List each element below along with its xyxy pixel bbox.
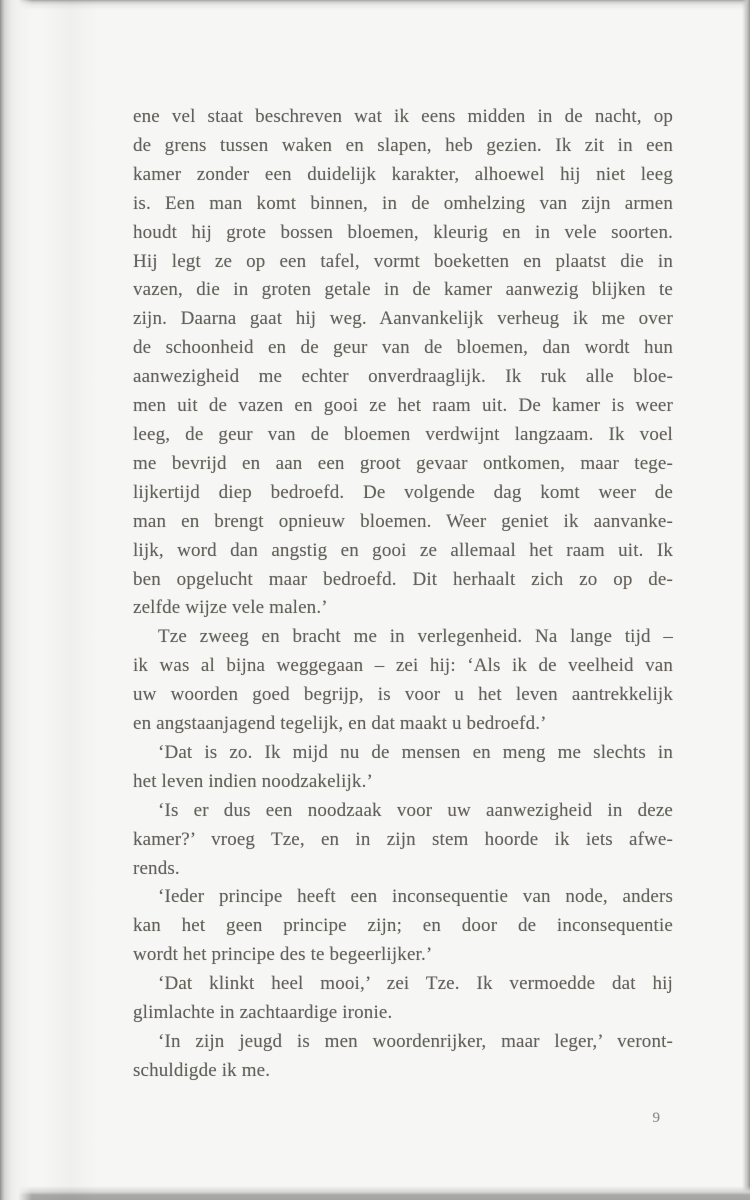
text-line: vazen, die in groten getale in de kamer aanwezig blijken te [133, 279, 673, 301]
text-line: ‘Dat klinkt heel mooi,’ zei Tze. Ik vermoedde dat hij [158, 973, 673, 995]
paragraph [133, 797, 673, 884]
page-number: 9 [652, 1110, 660, 1126]
page-bottom-edge [0, 1184, 750, 1200]
text-line: ‘In zijn jeugd is men woordenrijker, maar leger,’ veront- [158, 1031, 673, 1052]
text-line: Hij legt ze op een tafel, vormt boeketten en plaatst die in [133, 250, 673, 272]
text-line: man en brengt opnieuw bloemen. Weer geniet ik aanvanke- [133, 510, 673, 532]
text-line: de grens tussen waken en slapen, heb gezien. Ik zit in een [133, 134, 673, 156]
text-line: rends. [133, 857, 180, 879]
text-line: kan het geen principe zijn; en door de inconsequentie [133, 915, 673, 937]
text-line: wordt het principe des te begeerlijker.’ [133, 944, 433, 966]
text-line: aanwezigheid me echter onverdraaglijk. Ik ruk alle bloe- [133, 366, 673, 388]
text-line: ene vel staat beschreven wat ik eens midden in de nacht, op [133, 106, 673, 127]
text-line: het leven indien noodzakelijk.’ [133, 770, 373, 792]
paragraph [133, 1028, 673, 1086]
paragraph [133, 970, 673, 1028]
text-line: leeg, de geur van de bloemen verdwijnt langzaam. Ik voel [133, 423, 673, 445]
page-top-edge [0, 0, 750, 12]
text-block [133, 103, 673, 1086]
text-line: kamer?’ vroeg Tze, en in zijn stem hoorde ik iets afwe- [133, 828, 673, 850]
text-line: houdt hij grote bossen bloemen, kleurig en in vele soorten. [133, 221, 673, 243]
text-line: Tze zweeg en bracht me in verlegenheid. Na lange tijd – [158, 626, 673, 648]
page-right-edge [740, 0, 750, 1200]
text-line: glimlachte in zachtaardige ironie. [133, 1002, 393, 1024]
text-line: me bevrijd en aan een groot gevaar ontkomen, maar tege- [133, 452, 673, 474]
text-line: men uit de vazen en gooi ze het raam uit. De kamer is weer [133, 395, 673, 417]
paragraph [133, 623, 673, 739]
text-line: ben opgelucht maar bedroefd. Dit herhaalt zich zo op de- [133, 568, 673, 590]
text-line: ik was al bijna weggegaan – zei hij: ‘Als ik de veelheid van [133, 655, 673, 677]
text-line: lijkertijd diep bedroefd. De volgende dag komt weer de [133, 481, 673, 503]
paragraph [133, 739, 673, 797]
text-line: ‘Dat is zo. Ik mijd nu de mensen en meng me slechts in [158, 741, 673, 763]
text-line: kamer zonder een duidelijk karakter, alhoewel hij niet leeg [133, 163, 673, 185]
text-line: en angstaanjagend tegelijk, en dat maakt u bedroefd.’ [133, 713, 547, 735]
page-left-gutter-shadow [0, 0, 70, 1200]
text-line: uw woorden goed begrijp, is voor u het leven aantrekkelijk [133, 684, 673, 706]
binding-shadow [40, 0, 100, 1200]
text-line: ‘Ieder principe heeft een inconsequentie van node, anders [158, 886, 673, 908]
text-line: de schoonheid en de geur van de bloemen, dan wordt hun [133, 337, 673, 359]
text-line: schuldigde ik me. [133, 1059, 271, 1081]
text-line: zelfde wijze vele malen.’ [133, 597, 328, 619]
paragraph [133, 103, 673, 623]
paragraph [133, 883, 673, 970]
text-line: is. Een man komt binnen, in de omhelzing van zijn armen [133, 192, 673, 214]
text-line: zijn. Daarna gaat hij weg. Aanvankelijk verheug ik me over [133, 308, 673, 330]
text-line: lijk, word dan angstig en gooi ze allemaal het raam uit. Ik [133, 539, 673, 561]
text-line: ‘Is er dus een noodzaak voor uw aanwezigheid in deze [158, 799, 673, 821]
